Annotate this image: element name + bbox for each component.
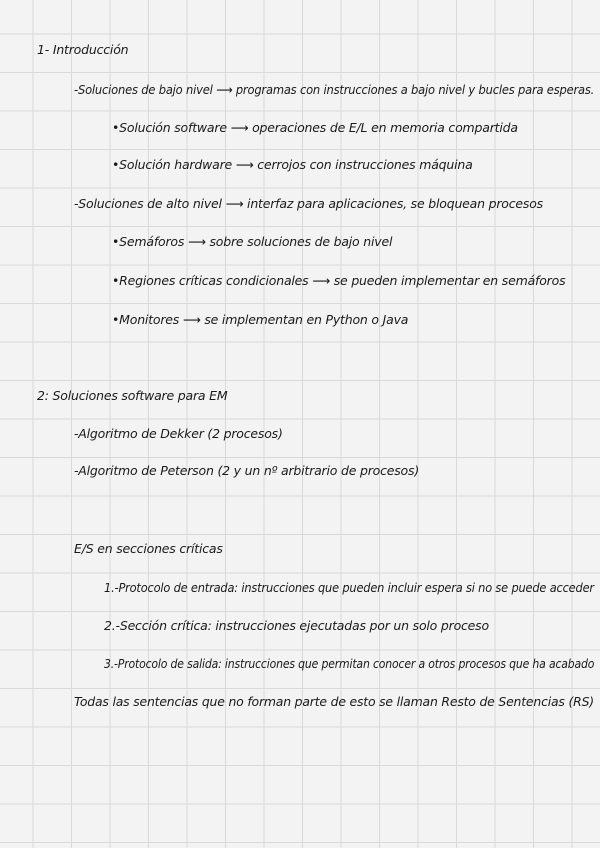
section-heading-es-secciones-criticas: E/S en secciones críticas (74, 541, 223, 556)
note-line: •Solución software ⟶ operaciones de E/L en memoria compartida (112, 120, 518, 135)
section-heading-soluciones-software: 2: Soluciones software para EM (37, 388, 228, 403)
note-line: Todas las sentencias que no forman parte de esto se llaman Resto de Sentencias (RS) (74, 694, 594, 709)
note-line: -Soluciones de bajo nivel ⟶ programas con instrucciones a bajo nivel y bucles para esperas. (74, 82, 595, 97)
note-line: -Algoritmo de Peterson (2 y un nº arbitrario de procesos) (74, 463, 419, 478)
section-heading-introduccion: 1- Introducción (37, 42, 129, 57)
note-line: 3.-Protocolo de salida: instrucciones que permitan conocer a otros procesos que ha acabado (104, 656, 595, 671)
note-line: -Algoritmo de Dekker (2 procesos) (74, 426, 283, 441)
note-line: •Solución hardware ⟶ cerrojos con instrucciones máquina (112, 157, 473, 172)
note-line: •Semáforos ⟶ sobre soluciones de bajo nivel (112, 234, 393, 249)
note-line: •Regiones críticas condicionales ⟶ se pueden implementar en semáforos (112, 273, 566, 288)
note-line: 2.-Sección crítica: instrucciones ejecutadas por un solo proceso (104, 618, 489, 633)
note-line: -Soluciones de alto nivel ⟶ interfaz para aplicaciones, se bloquean procesos (74, 196, 543, 211)
note-line: 1.-Protocolo de entrada: instrucciones que pueden incluir espera si no se puede acceder (104, 580, 594, 595)
note-line: •Monitores ⟶ se implementan en Python o Java (112, 312, 409, 327)
